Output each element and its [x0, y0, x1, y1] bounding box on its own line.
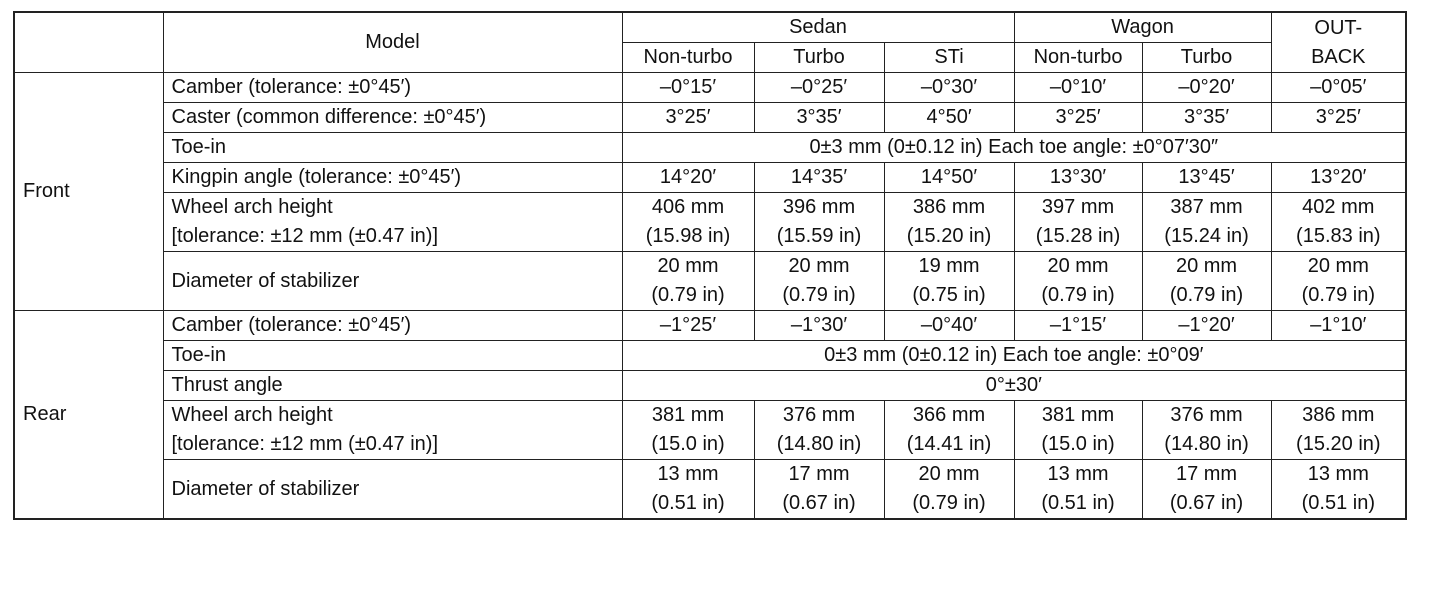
spec-value: 13 mm (0.51 in)	[1271, 460, 1406, 520]
spec-value: 376 mm (14.80 in)	[1142, 401, 1271, 460]
spec-value: 13 mm (0.51 in)	[622, 460, 754, 520]
spec-value: 13°30′	[1014, 163, 1142, 193]
alignment-spec-table	[13, 11, 1407, 520]
spec-value: 20 mm (0.79 in)	[1271, 252, 1406, 311]
subheader-cell: STi	[884, 43, 1014, 73]
spec-value: 3°25′	[622, 103, 754, 133]
spec-value: 20 mm (0.79 in)	[884, 460, 1014, 520]
spec-value: 397 mm (15.28 in)	[1014, 193, 1142, 252]
spec-value: –1°30′	[754, 311, 884, 341]
subheader-cell: Turbo	[1142, 43, 1271, 73]
spec-label: Camber (tolerance: ±0°45′)	[163, 311, 622, 341]
spec-value: 4°50′	[884, 103, 1014, 133]
spec-span-value: 0±3 mm (0±0.12 in) Each toe angle: ±0°09′	[622, 341, 1406, 371]
spec-value: 14°20′	[622, 163, 754, 193]
rear-spec-row	[14, 371, 1406, 401]
spec-value: 3°25′	[1271, 103, 1406, 133]
spec-label: Toe-in	[163, 341, 622, 371]
spec-value: –0°30′	[884, 73, 1014, 103]
front-section-label: Front	[14, 73, 163, 311]
spec-value: –0°20′	[1142, 73, 1271, 103]
spec-value: 14°50′	[884, 163, 1014, 193]
spec-value: 13°20′	[1271, 163, 1406, 193]
spec-label: Wheel arch height [tolerance: ±12 mm (±0.47 in)]	[163, 193, 622, 252]
spec-label: Caster (common difference: ±0°45′)	[163, 103, 622, 133]
spec-value: 14°35′	[754, 163, 884, 193]
spec-label: Diameter of stabilizer	[163, 460, 622, 520]
front-spec-row	[14, 133, 1406, 163]
spec-value: –1°20′	[1142, 311, 1271, 341]
spec-value: 402 mm (15.83 in)	[1271, 193, 1406, 252]
spec-value: 20 mm (0.79 in)	[622, 252, 754, 311]
spec-value: 366 mm (14.41 in)	[884, 401, 1014, 460]
spec-value: 20 mm (0.79 in)	[754, 252, 884, 311]
sedan-header: Sedan	[622, 12, 1014, 43]
spec-value: 396 mm (15.59 in)	[754, 193, 884, 252]
spec-value: 20 mm (0.79 in)	[1142, 252, 1271, 311]
spec-label: Kingpin angle (tolerance: ±0°45′)	[163, 163, 622, 193]
front-spec-row	[14, 163, 1406, 193]
spec-value: 381 mm (15.0 in)	[1014, 401, 1142, 460]
spec-value: –0°10′	[1014, 73, 1142, 103]
spec-label: Toe-in	[163, 133, 622, 163]
spec-label: Camber (tolerance: ±0°45′)	[163, 73, 622, 103]
spec-span-value: 0°±30′	[622, 371, 1406, 401]
spec-label: Diameter of stabilizer	[163, 252, 622, 311]
subheader-cell: Turbo	[754, 43, 884, 73]
model-header: Model	[163, 12, 622, 73]
rear-spec-row	[14, 401, 1406, 460]
subheader-cell: Non-turbo	[622, 43, 754, 73]
outback-header: OUT- BACK	[1271, 12, 1406, 73]
front-spec-row	[14, 73, 1406, 103]
front-spec-row	[14, 103, 1406, 133]
spec-value: 386 mm (15.20 in)	[1271, 401, 1406, 460]
spec-value: 17 mm (0.67 in)	[754, 460, 884, 520]
spec-value: 3°35′	[754, 103, 884, 133]
spec-label: Wheel arch height [tolerance: ±12 mm (±0.47 in)]	[163, 401, 622, 460]
spec-label: Thrust angle	[163, 371, 622, 401]
rear-section-label: Rear	[14, 311, 163, 520]
spec-value: –1°10′	[1271, 311, 1406, 341]
subheader-cell: Non-turbo	[1014, 43, 1142, 73]
spec-value: –0°40′	[884, 311, 1014, 341]
wagon-header: Wagon	[1014, 12, 1271, 43]
header-row-groups	[14, 12, 1406, 43]
spec-value: –0°25′	[754, 73, 884, 103]
spec-value: 17 mm (0.67 in)	[1142, 460, 1271, 520]
spec-value: 20 mm (0.79 in)	[1014, 252, 1142, 311]
rear-spec-row	[14, 311, 1406, 341]
front-spec-row	[14, 193, 1406, 252]
spec-value: 376 mm (14.80 in)	[754, 401, 884, 460]
front-spec-row	[14, 252, 1406, 311]
spec-value: –1°15′	[1014, 311, 1142, 341]
spec-value: 13 mm (0.51 in)	[1014, 460, 1142, 520]
spec-value: 3°35′	[1142, 103, 1271, 133]
spec-value: 19 mm (0.75 in)	[884, 252, 1014, 311]
spec-value: –0°05′	[1271, 73, 1406, 103]
rear-spec-row	[14, 460, 1406, 520]
spec-value: 381 mm (15.0 in)	[622, 401, 754, 460]
spec-value: 406 mm (15.98 in)	[622, 193, 754, 252]
spec-value: 3°25′	[1014, 103, 1142, 133]
spec-value: 386 mm (15.20 in)	[884, 193, 1014, 252]
spec-value: 13°45′	[1142, 163, 1271, 193]
corner-cell	[14, 12, 163, 73]
spec-value: –1°25′	[622, 311, 754, 341]
spec-value: –0°15′	[622, 73, 754, 103]
spec-span-value: 0±3 mm (0±0.12 in) Each toe angle: ±0°07′30″	[622, 133, 1406, 163]
rear-spec-row	[14, 341, 1406, 371]
spec-value: 387 mm (15.24 in)	[1142, 193, 1271, 252]
